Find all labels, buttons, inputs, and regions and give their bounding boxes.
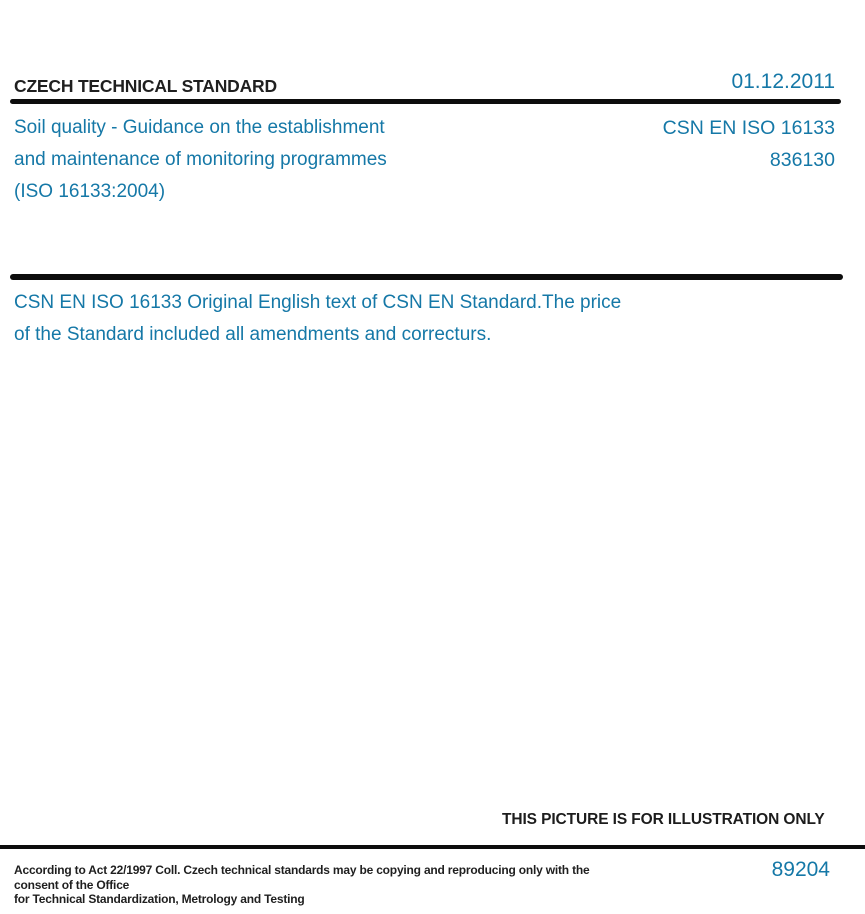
footer-legal-line-1: According to Act 22/1997 Coll. Czech technical standards may be copying and reproducing only with the consent of the Office	[14, 863, 590, 892]
footer-legal-line-2: for Technical Standardization, Metrology and Testing	[14, 892, 305, 906]
description-line-2: of the Standard included all amendments and correcturs.	[14, 324, 492, 345]
footer-legal-notice	[14, 863, 614, 907]
standard-title-line-1: Soil quality - Guidance on the establishment	[14, 117, 385, 138]
standard-class-number: 836130	[769, 149, 835, 171]
standard-title-line-3: (ISO 16133:2004)	[14, 181, 166, 202]
issue-date: 01.12.2011	[731, 70, 835, 93]
illustration-disclaimer: THIS PICTURE IS FOR ILLUSTRATION ONLY	[502, 811, 825, 828]
section-divider-rule	[10, 274, 843, 280]
page-title: CZECH TECHNICAL STANDARD	[14, 76, 277, 96]
standard-title-line-2: and maintenance of monitoring programmes	[14, 149, 387, 170]
standard-title	[14, 112, 387, 208]
standard-designation: CSN EN ISO 16133	[662, 117, 835, 139]
footer-divider-rule	[0, 845, 865, 849]
standard-description	[14, 287, 621, 351]
standard-references	[663, 112, 835, 176]
order-number: 89204	[771, 858, 830, 881]
header-divider-rule	[10, 99, 841, 104]
description-line-1: CSN EN ISO 16133 Original English text of CSN EN Standard.The price	[14, 292, 622, 313]
